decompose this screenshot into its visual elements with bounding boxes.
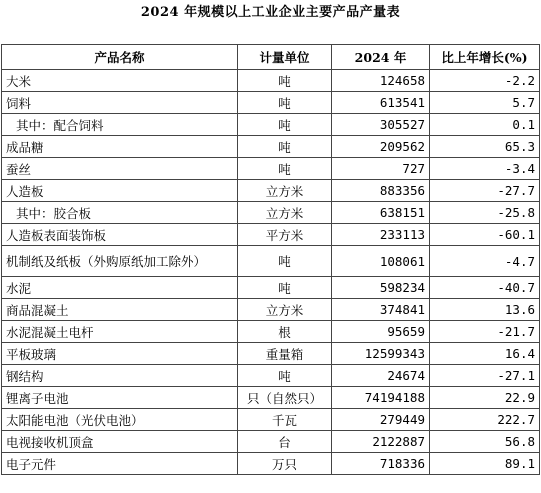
header-product-name: 产品名称 [2, 45, 238, 70]
table-row [2, 202, 540, 224]
product-name-cell: 商品混凝土 [2, 299, 238, 321]
unit-cell: 重量箱 [238, 343, 332, 365]
unit-cell: 万只 [238, 453, 332, 475]
table-row [2, 299, 540, 321]
growth-cell: 5.7 [430, 92, 540, 114]
unit-cell: 吨 [238, 70, 332, 92]
unit-cell: 千瓦 [238, 409, 332, 431]
growth-cell: -40.7 [430, 277, 540, 299]
growth-cell: -4.7 [430, 246, 540, 277]
product-name-cell: 太阳能电池（光伏电池） [2, 409, 238, 431]
product-name-cell: 人造板 [2, 180, 238, 202]
table-row [2, 431, 540, 453]
unit-cell: 立方米 [238, 202, 332, 224]
value-cell: 305527 [332, 114, 430, 136]
header-unit: 计量单位 [238, 45, 332, 70]
table-row [2, 365, 540, 387]
growth-cell: 65.3 [430, 136, 540, 158]
growth-cell: -3.4 [430, 158, 540, 180]
growth-cell: -21.7 [430, 321, 540, 343]
table-row [2, 387, 540, 409]
unit-cell: 台 [238, 431, 332, 453]
product-name-cell: 平板玻璃 [2, 343, 238, 365]
value-cell: 74194188 [332, 387, 430, 409]
value-cell: 233113 [332, 224, 430, 246]
product-name-cell: 水泥 [2, 277, 238, 299]
product-output-table [1, 44, 540, 475]
table-row [2, 70, 540, 92]
product-name-cell: 饲料 [2, 92, 238, 114]
table-row [2, 158, 540, 180]
value-cell: 279449 [332, 409, 430, 431]
growth-cell: 13.6 [430, 299, 540, 321]
table-row [2, 180, 540, 202]
unit-cell: 吨 [238, 277, 332, 299]
value-cell: 638151 [332, 202, 430, 224]
growth-cell: 89.1 [430, 453, 540, 475]
product-name-cell: 其中：配合饲料 [2, 114, 238, 136]
unit-cell: 吨 [238, 158, 332, 180]
product-name-cell: 蚕丝 [2, 158, 238, 180]
product-name-cell: 电视接收机顶盒 [2, 431, 238, 453]
product-name-cell: 大米 [2, 70, 238, 92]
value-cell: 24674 [332, 365, 430, 387]
growth-cell: -27.1 [430, 365, 540, 387]
product-name-cell: 其中：胶合板 [2, 202, 238, 224]
product-name-cell: 水泥混凝土电杆 [2, 321, 238, 343]
value-cell: 108061 [332, 246, 430, 277]
unit-cell: 根 [238, 321, 332, 343]
table-row [2, 453, 540, 475]
table-row [2, 277, 540, 299]
growth-cell: -2.2 [430, 70, 540, 92]
table-row [2, 92, 540, 114]
value-cell: 2122887 [332, 431, 430, 453]
value-cell: 12599343 [332, 343, 430, 365]
table-title: 2024 年规模以上工业企业主要产品产量表 [140, 5, 401, 20]
product-name-cell: 电子元件 [2, 453, 238, 475]
unit-cell: 吨 [238, 114, 332, 136]
header-row [2, 45, 540, 70]
unit-cell: 吨 [238, 365, 332, 387]
unit-cell: 只（自然只） [238, 387, 332, 409]
table-row [2, 409, 540, 431]
table-row [2, 321, 540, 343]
unit-cell: 立方米 [238, 299, 332, 321]
product-name-cell: 钢结构 [2, 365, 238, 387]
growth-cell: 16.4 [430, 343, 540, 365]
growth-cell: -27.7 [430, 180, 540, 202]
growth-cell: 0.1 [430, 114, 540, 136]
value-cell: 883356 [332, 180, 430, 202]
table-row [2, 343, 540, 365]
value-cell: 727 [332, 158, 430, 180]
growth-cell: 56.8 [430, 431, 540, 453]
value-cell: 95659 [332, 321, 430, 343]
unit-cell: 立方米 [238, 180, 332, 202]
unit-cell: 平方米 [238, 224, 332, 246]
value-cell: 124658 [332, 70, 430, 92]
growth-cell: 22.9 [430, 387, 540, 409]
table-row [2, 224, 540, 246]
growth-cell: -60.1 [430, 224, 540, 246]
product-name-cell: 人造板表面装饰板 [2, 224, 238, 246]
product-name-cell: 机制纸及纸板（外购原纸加工除外） [2, 246, 238, 277]
value-cell: 209562 [332, 136, 430, 158]
table-row [2, 246, 540, 277]
product-name-cell: 成品糖 [2, 136, 238, 158]
growth-cell: -25.8 [430, 202, 540, 224]
growth-cell: 222.7 [430, 409, 540, 431]
unit-cell: 吨 [238, 136, 332, 158]
value-cell: 613541 [332, 92, 430, 114]
value-cell: 718336 [332, 453, 430, 475]
value-cell: 598234 [332, 277, 430, 299]
table-row [2, 114, 540, 136]
value-cell: 374841 [332, 299, 430, 321]
unit-cell: 吨 [238, 246, 332, 277]
header-growth: 比上年增长(%) [430, 45, 540, 70]
header-year-2024: 2024 年 [332, 45, 430, 70]
table-row [2, 136, 540, 158]
product-name-cell: 锂离子电池 [2, 387, 238, 409]
unit-cell: 吨 [238, 92, 332, 114]
